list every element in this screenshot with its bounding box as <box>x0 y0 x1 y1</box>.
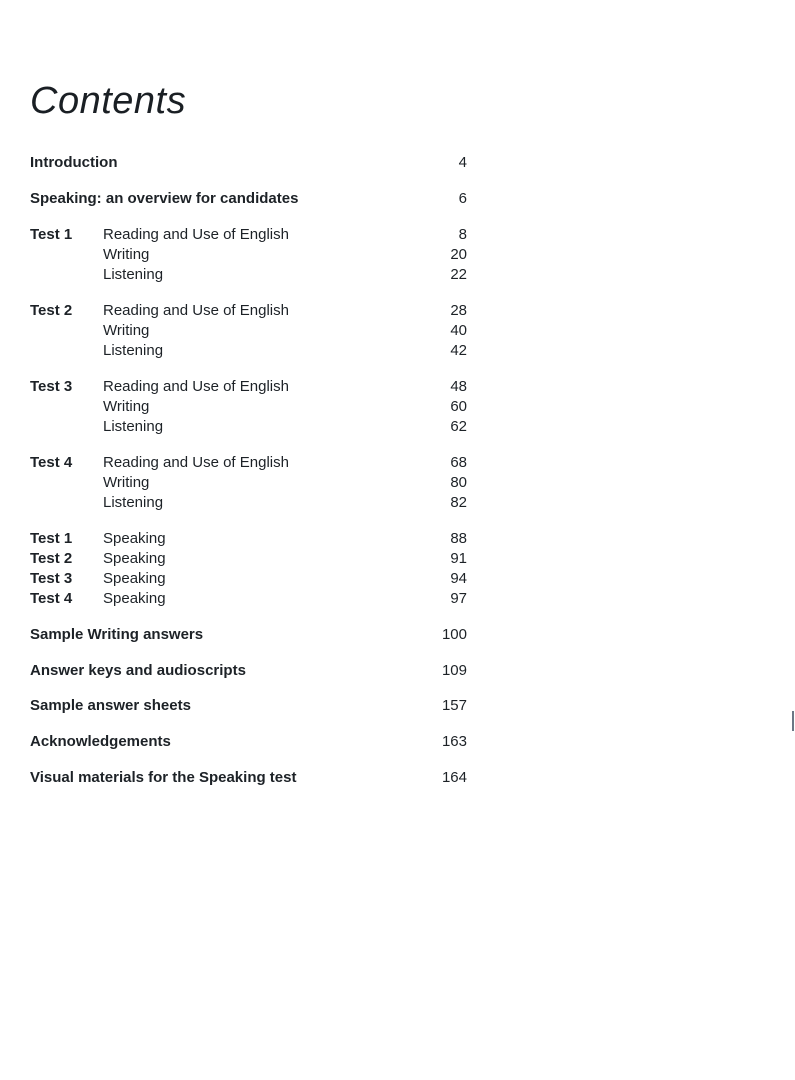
toc-entry-acknowledgements[interactable] <box>0 732 795 752</box>
toc-entry-test4-writing[interactable] <box>0 473 795 493</box>
toc-page-number: 91 <box>450 550 467 567</box>
toc-page-number: 62 <box>450 418 467 435</box>
toc-section-label: Listening <box>103 418 164 435</box>
toc-section-label: Reading and Use of English <box>103 378 289 395</box>
toc-page-number: 94 <box>450 570 467 587</box>
toc-entry-test3-writing[interactable] <box>0 397 795 417</box>
toc-entry-test4-reading[interactable] <box>0 453 795 473</box>
toc-page-number: 88 <box>450 530 467 547</box>
test-label: Test 4 <box>30 454 73 471</box>
test-label: Test 1 <box>30 530 73 547</box>
toc-entry-test1-reading[interactable] <box>0 225 795 245</box>
toc-section-label: Speaking <box>103 570 166 587</box>
toc-section-label: Reading and Use of English <box>103 454 289 471</box>
toc-entry-visual-materials[interactable] <box>0 768 795 788</box>
toc-entry-test2-listening[interactable] <box>0 341 795 361</box>
toc-entry-introduction[interactable] <box>0 153 795 173</box>
toc-entry-label: Visual materials for the Speaking test <box>30 769 297 786</box>
toc-section-label: Listening <box>103 266 164 283</box>
toc-entry-label: Introduction <box>30 154 118 171</box>
toc-entry-test1-writing[interactable] <box>0 245 795 265</box>
toc-page-number: 82 <box>450 494 467 511</box>
toc-entry-answer-keys[interactable] <box>0 661 795 681</box>
test-label: Test 3 <box>30 570 73 587</box>
test-label: Test 2 <box>30 550 73 567</box>
page-title: Contents <box>30 80 187 122</box>
toc-page-number: 163 <box>441 733 467 750</box>
toc-section-label: Writing <box>103 246 150 263</box>
toc-section-label: Writing <box>103 322 150 339</box>
toc-entry-label: Acknowledgements <box>30 733 171 750</box>
toc-section-label: Speaking <box>103 590 166 607</box>
toc-section-label: Writing <box>103 398 150 415</box>
page-edge-mark <box>792 711 794 731</box>
toc-page-number: 40 <box>450 322 467 339</box>
toc-section-label: Listening <box>103 342 164 359</box>
toc-entry-test2-reading[interactable] <box>0 301 795 321</box>
toc-page-number: 97 <box>450 590 467 607</box>
toc-entry-test2-writing[interactable] <box>0 321 795 341</box>
toc-page-number: 60 <box>450 398 467 415</box>
toc-page-number: 42 <box>450 342 467 359</box>
toc-entry-sample-writing[interactable] <box>0 625 795 645</box>
toc-page-number: 100 <box>441 626 467 643</box>
test-label: Test 3 <box>30 378 73 395</box>
toc-page-number: 20 <box>450 246 467 263</box>
toc-entry-test2-speaking[interactable] <box>0 549 795 569</box>
toc-entry-test3-reading[interactable] <box>0 377 795 397</box>
test-label: Test 4 <box>30 590 73 607</box>
toc-page-number: 28 <box>450 302 467 319</box>
toc-entry-test1-speaking[interactable] <box>0 529 795 549</box>
toc-section-label: Speaking <box>103 550 166 567</box>
toc-section-label: Reading and Use of English <box>103 302 289 319</box>
toc-entry-label: Sample answer sheets <box>30 697 191 714</box>
toc-entry-test4-listening[interactable] <box>0 493 795 513</box>
toc-section-label: Reading and Use of English <box>103 226 289 243</box>
test-label: Test 1 <box>30 226 73 243</box>
toc-entry-label: Speaking: an overview for candidates <box>30 190 299 207</box>
toc-page-number: 164 <box>441 769 467 786</box>
toc-section-label: Speaking <box>103 530 166 547</box>
test-label: Test 2 <box>30 302 73 319</box>
toc-entry-test1-listening[interactable] <box>0 265 795 285</box>
toc-entry-test4-speaking[interactable] <box>0 589 795 609</box>
toc-page-number: 22 <box>450 266 467 283</box>
toc-page-number: 80 <box>450 474 467 491</box>
toc-page-number: 68 <box>450 454 467 471</box>
toc-entry-answer-sheets[interactable] <box>0 696 795 716</box>
toc-entry-speaking-overview[interactable] <box>0 189 795 209</box>
toc-page-number: 157 <box>441 697 467 714</box>
toc-entry-test3-listening[interactable] <box>0 417 795 437</box>
toc-entry-label: Sample Writing answers <box>30 626 204 643</box>
toc-page-number: 109 <box>441 662 467 679</box>
toc-page-number: 8 <box>458 226 467 243</box>
toc-page-number: 6 <box>458 190 467 207</box>
toc-entry-label: Answer keys and audioscripts <box>30 662 246 679</box>
toc-section-label: Writing <box>103 474 150 491</box>
toc-section-label: Listening <box>103 494 164 511</box>
toc-entry-test3-speaking[interactable] <box>0 569 795 589</box>
toc-page-number: 48 <box>450 378 467 395</box>
toc-page-number: 4 <box>458 154 467 171</box>
